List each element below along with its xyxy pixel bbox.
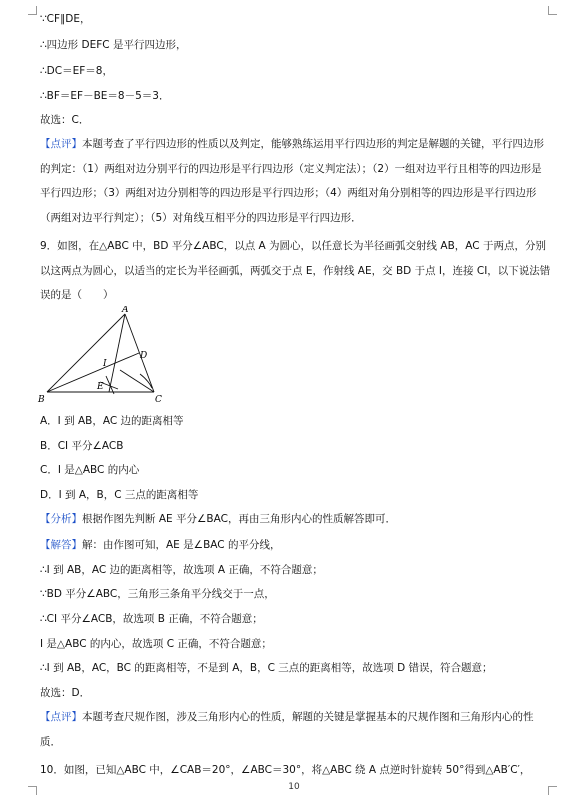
answer-line: ∵BD 平分∠ABC，三角形三条角平分线交于一点， bbox=[40, 588, 275, 600]
answer-line: 【解答】解：由作图可知，AE 是∠BAC 的平分线， bbox=[40, 539, 281, 551]
solution-line: ∴四边形 DEFC 是平行四边形， bbox=[40, 39, 187, 51]
question-9-stem: 9．如图，在△ABC 中，BD 平分∠ABC，以点 A 为圆心，以任意长为半径画弧交射线 AB，AC 于两点，分别以这两点为圆心，以适当的定长为半径画弧，两弧交于点 E，作射线 AE，交 BD 于点 I，连接 CI，以下说法错误的是（ ） bbox=[40, 240, 551, 301]
comment-paragraph bbox=[40, 132, 552, 230]
triangle-figure bbox=[36, 306, 166, 406]
answer-line: 故选：D． bbox=[40, 687, 91, 699]
answer-line: I 是△ABC 的内心，故选项 C 正确，不符合题意； bbox=[40, 638, 272, 650]
option-c: C．I 是△ABC 的内心 bbox=[40, 464, 140, 476]
answer-tag: 【解答】 bbox=[40, 539, 82, 551]
solution-line: 故选：C． bbox=[40, 114, 90, 126]
comment-text: 本题考查了平行四边形的性质以及判定，能够熟练运用平行四边形的判定是解题的关键，平行四边形的判定：（1）两组对边分别平行的四边形是平行四边形（定义判定法）；（2）一组对边平行且相等的四边形是平行四边形；（3）两组对边分别相等的四边形是平行四边形；（4）两组对角分别相等的四边形是平行四边形（两组对边平行判定）；（5）对角线互相平分的四边形是平行四边形． bbox=[40, 138, 544, 224]
solution-line: ∴DC＝EF＝8， bbox=[40, 65, 113, 77]
crop-mark bbox=[548, 6, 557, 15]
option-a: A．I 到 AB，AC 边的距离相等 bbox=[40, 415, 184, 427]
comment-tag: 【点评】 bbox=[40, 711, 82, 723]
answer-line: ∴I 到 AB，AC 边的距离相等，故选项 A 正确，不符合题意； bbox=[40, 564, 323, 576]
answer-line: ∴CI 平分∠ACB，故选项 B 正确，不符合题意； bbox=[40, 613, 263, 625]
comment-paragraph: 【点评】本题考查尺规作图，涉及三角形内心的性质，解题的关键是掌握基本的尺规作图和三角形内心的性质． bbox=[40, 711, 534, 748]
analysis-line: 【分析】根据作图先判断 AE 平分∠BAC，再由三角形内心的性质解答即可． bbox=[40, 513, 396, 525]
label-d: D bbox=[140, 351, 148, 361]
crop-mark bbox=[28, 6, 37, 15]
label-b: B bbox=[38, 395, 45, 405]
label-a: A bbox=[122, 306, 129, 315]
comment-tag: 【点评】 bbox=[40, 138, 82, 150]
ray-ae bbox=[109, 314, 125, 392]
option-d: D．I 到 A，B，C 三点的距离相等 bbox=[40, 489, 199, 501]
answer-line: ∴I 到 AB，AC，BC 的距离相等，不是到 A，B，C 三点的距离相等，故选项 D 错误，符合题意； bbox=[40, 662, 493, 674]
option-b: B．CI 平分∠ACB bbox=[40, 440, 124, 452]
segment-ci bbox=[120, 370, 154, 392]
bisector-bd bbox=[47, 353, 139, 392]
label-i: I bbox=[103, 359, 107, 369]
analysis-tag: 【分析】 bbox=[40, 513, 82, 525]
solution-line: ∴BF＝EF－BE＝8－5＝3． bbox=[40, 90, 170, 102]
side-ab bbox=[47, 314, 125, 392]
label-e: E bbox=[97, 382, 104, 392]
solution-line: ∵CF∥DE， bbox=[40, 13, 91, 25]
question-10-stem: 10．如图，已知△ABC 中，∠CAB＝20°，∠ABC＝30°，将△ABC 绕 A 点逆时针旋转 50°得到△AB′C′， bbox=[40, 764, 531, 776]
page-number: 10 bbox=[288, 782, 300, 792]
label-c: C bbox=[155, 395, 162, 405]
